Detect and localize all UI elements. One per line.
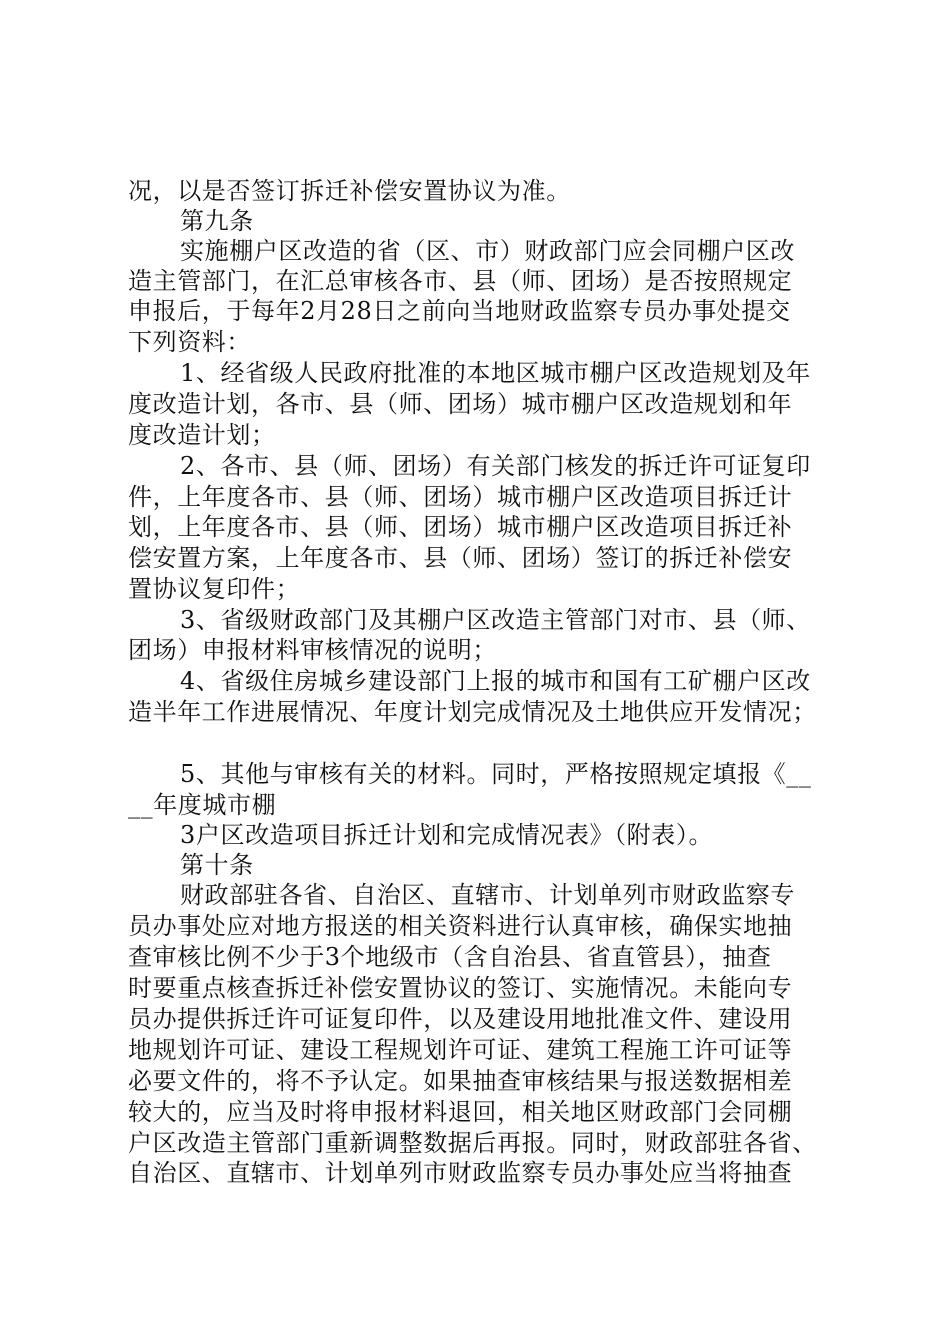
list-item-2: 2、各市、县（师、团场）有关部门核发的拆迁许可证复印 (180, 452, 811, 480)
section-heading-9: 第九条 (180, 207, 254, 235)
list-item-4: 4、省级住房城乡建设部门上报的城市和国有工矿棚户区改 (180, 667, 811, 695)
text-line: 员办提供拆迁许可证复印件，以及建设用地批准文件、建设用 (128, 1005, 793, 1033)
text-line: 必要文件的，将不予认定。如果抽查审核结果与报送数据相差 (128, 1067, 793, 1095)
list-item-3: 3、省级财政部门及其棚户区改造主管部门对市、县（师、 (180, 606, 811, 634)
text-line: 划，上年度各市、县（师、团场）城市棚户区改造项目拆迁补 (128, 513, 793, 541)
text-line: 团场）申报材料审核情况的说明； (128, 636, 497, 664)
list-item-5: 5、其他与审核有关的材料。同时，严格按照规定填报《__ (180, 760, 812, 788)
text-line: 况，以是否签订拆迁补偿安置协议为准。 (128, 177, 571, 205)
text-line: 置协议复印件； (128, 575, 301, 603)
text-line: 申报后，于每年2月28日之前向当地财政监察专员办事处提交 (128, 297, 791, 325)
text-line: 较大的，应当及时将申报材料退回，相关地区财政部门会同棚 (128, 1098, 793, 1126)
text-line: 查审核比例不少于3个地级市（含自治县、省直管县），抽查 (128, 943, 772, 971)
text-line: 度改造计划，各市、县（师、团场）城市棚户区改造规划和年 (128, 390, 793, 418)
text-line: 偿安置方案，上年度各市、县（师、团场）签订的拆迁补偿安 (128, 544, 793, 572)
text-line: 3户区改造项目拆迁计划和完成情况表》（附表）。 (180, 821, 714, 849)
section-heading-10: 第十条 (180, 851, 254, 879)
text-line: 财政部驻各省、自治区、直辖市、计划单列市财政监察专 (180, 881, 795, 909)
text-line: 下列资料： (128, 328, 251, 356)
text-line: 地规划许可证、建设工程规划许可证、建筑工程施工许可证等 (128, 1036, 793, 1064)
text-line: __年度城市棚 (128, 791, 277, 819)
text-line: 度改造计划； (128, 421, 276, 449)
text-line: 户区改造主管部门重新调整数据后再报。同时，财政部驻各省、 (128, 1129, 817, 1157)
text-line: 实施棚户区改造的省（区、市）财政部门应会同棚户区改 (180, 237, 795, 265)
text-line: 造半年工作进展情况、年度计划完成情况及土地供应开发情况； (128, 698, 817, 726)
text-line: 自治区、直辖市、计划单列市财政监察专员办事处应当将抽查 (128, 1159, 793, 1187)
list-item-1: 1、经省级人民政府批准的本地区城市棚户区改造规划及年 (180, 359, 811, 387)
text-line: 员办事处应对地方报送的相关资料进行认真审核，确保实地抽 (128, 912, 793, 940)
text-line: 时要重点核查拆迁补偿安置协议的签订、实施情况。未能向专 (128, 974, 793, 1002)
text-line: 造主管部门，在汇总审核各市、县（师、团场）是否按照规定 (128, 267, 793, 295)
text-line: 件，上年度各市、县（师、团场）城市棚户区改造项目拆迁计 (128, 483, 793, 511)
